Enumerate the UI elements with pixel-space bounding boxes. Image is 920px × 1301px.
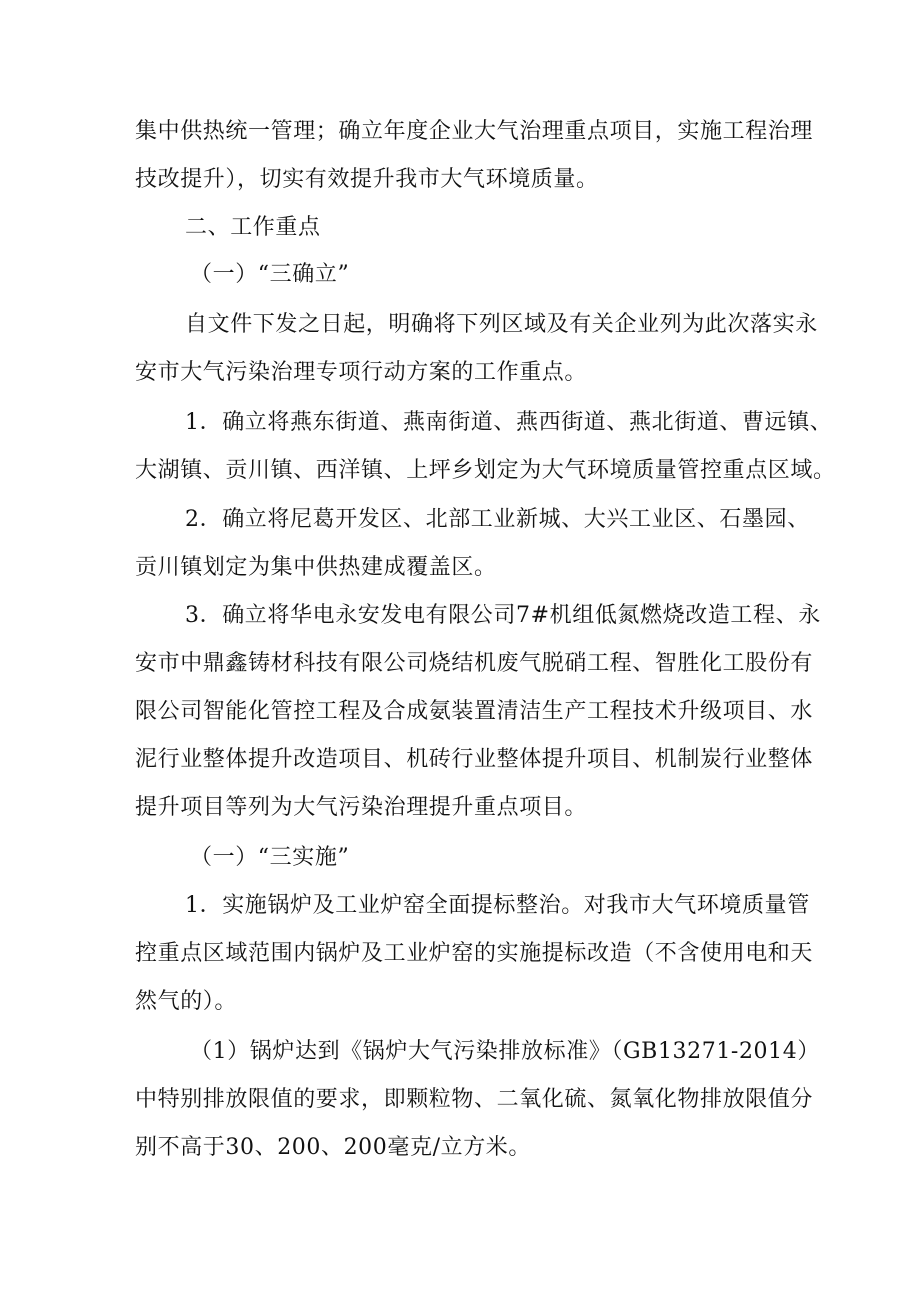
list-item-line: 1．确立将燕东街道、燕南街道、燕西街道、燕北街道、曹远镇、 (185, 410, 833, 435)
paragraph-line: 安市大气污染治理专项行动方案的工作重点。 (135, 360, 588, 385)
paragraph-line: 自文件下发之日起，明确将下列区域及有关企业列为此次落实永 (185, 312, 818, 337)
paragraph-line: 技改提升），切实有效提升我市大气环境质量。 (135, 167, 599, 192)
section-heading: 二、工作重点 (185, 215, 321, 240)
list-item-line: 然气的）。 (135, 989, 238, 1014)
list-item-line: 泥行业整体提升改造项目、机砖行业整体提升项目、机制炭行业整体 (135, 747, 814, 772)
list-item-line: 2．确立将尼葛开发区、北部工业新城、大兴工业区、石墨园、 (185, 507, 810, 532)
subsection-heading: （一）“三确立” (190, 262, 350, 287)
list-item-line: 控重点区域范围内锅炉及工业炉窑的实施提标改造（不含使用电和天 (135, 941, 814, 966)
list-item-line: 限公司智能化管控工程及合成氨装置清洁生产工程技术升级项目、水 (135, 699, 814, 724)
list-item-line: （1）锅炉达到《锅炉大气污染排放标准》（GB13271-2014） (190, 1039, 820, 1064)
list-item-line: 安市中鼎鑫铸材科技有限公司烧结机废气脱硝工程、智胜化工股份有 (135, 651, 814, 676)
list-item-line: 1．实施锅炉及工业炉窑全面提标整治。对我市大气环境质量管 (185, 893, 810, 918)
list-item-line: 大湖镇、贡川镇、西洋镇、上坪乡划定为大气环境质量管控重点区域。 (135, 458, 836, 483)
paragraph-line: 集中供热统一管理；确立年度企业大气治理重点项目，实施工程治理 (135, 119, 814, 144)
list-item-line: 3．确立将华电永安发电有限公司7#机组低氮燃烧改造工程、永 (185, 603, 821, 628)
list-item-line: 提升项目等列为大气污染治理提升重点项目。 (135, 795, 588, 820)
list-item-line: 贡川镇划定为集中供热建成覆盖区。 (135, 555, 497, 580)
list-item-line: 别不高于30、200、200毫克/立方米。 (135, 1135, 531, 1160)
list-item-line: 中特别排放限值的要求，即颗粒物、二氧化硫、氮氧化物排放限值分 (135, 1087, 814, 1112)
subsection-heading: （一）“三实施” (190, 845, 350, 870)
